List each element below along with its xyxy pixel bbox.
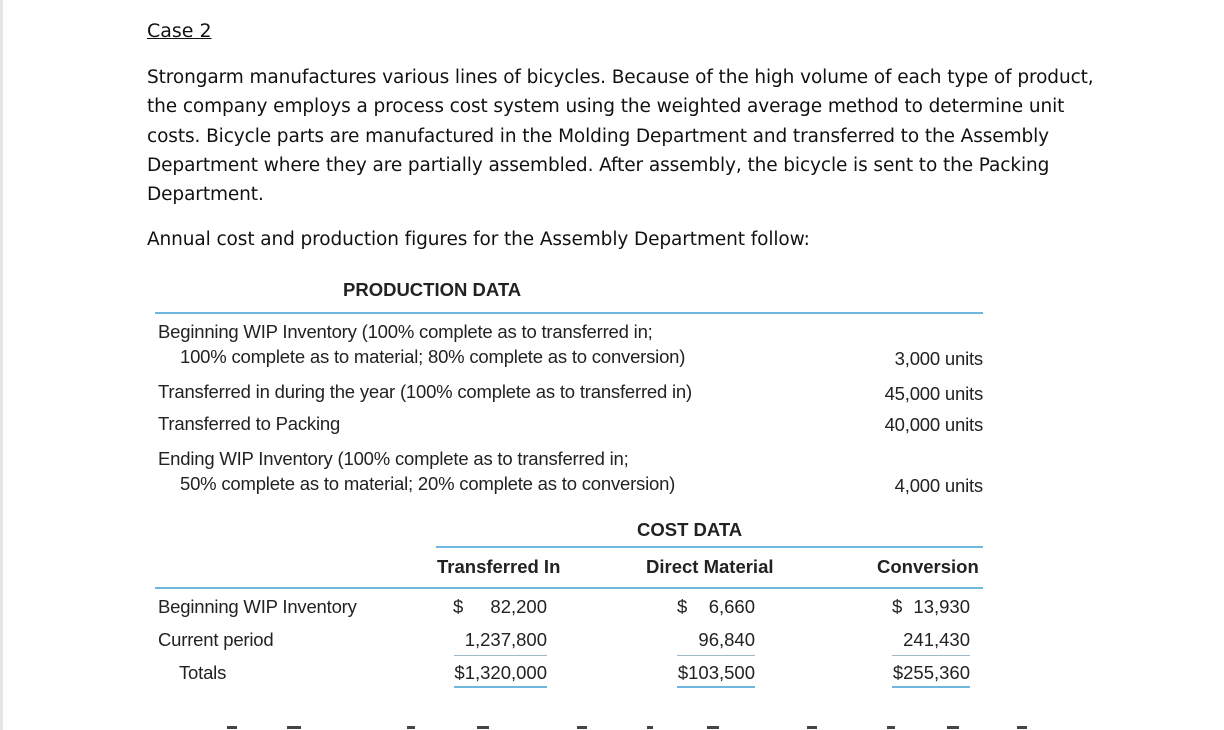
- dm-total-rule: [677, 686, 755, 688]
- page-edge: [0, 0, 3, 730]
- cost-header-rule: [155, 587, 983, 589]
- cv-total-rule: [892, 686, 970, 688]
- cost-total-cv: $255,360: [892, 662, 970, 683]
- ti-total-rule: [454, 686, 547, 688]
- cost-data-title: COST DATA: [637, 519, 743, 540]
- dm-subtotal-rule: [677, 655, 755, 656]
- col-transferred-in: Transferred In: [437, 556, 561, 577]
- prod-row-3-value: 40,000 units: [884, 414, 983, 435]
- prod-row-4-line2: 50% complete as to material; 20% complete as to conversion): [180, 473, 676, 494]
- cut-off-text-line: [147, 726, 1047, 729]
- prod-row-1-line1: Beginning WIP Inventory (100% complete as to transferred in;: [158, 321, 653, 342]
- cost-beginning-dm-dollar: $: [677, 596, 688, 617]
- col-direct-material: Direct Material: [646, 556, 774, 577]
- cost-row-beginning-label: Beginning WIP Inventory: [158, 596, 357, 617]
- cost-total-dm: $103,500: [677, 662, 755, 683]
- cost-beginning-cv-dollar: $: [892, 596, 903, 617]
- cost-beginning-ti: 82,200: [490, 596, 547, 617]
- prod-row-4-value: 4,000 units: [894, 475, 983, 496]
- production-data-title: PRODUCTION DATA: [343, 279, 522, 300]
- intro-paragraph: Strongarm manufactures various lines of bicycles. Because of the high volume of each type of product, the company employs a process cost system using the weighted average method to determine unit costs. Bicycle parts are manufactured in the Molding Department and transferred to the Assembly Department where they are partially assembled. After assembly, the bicycle is sent to the Packing Department.: [147, 67, 1094, 206]
- cost-beginning-ti-dollar: $: [453, 596, 464, 617]
- prod-row-2-value: 45,000 units: [884, 383, 983, 404]
- cost-current-ti: 1,237,800: [464, 629, 547, 650]
- cost-beginning-cv: 13,930: [913, 596, 970, 617]
- lead-in-paragraph: Annual cost and production figures for the Assembly Department follow:: [147, 229, 810, 250]
- prod-row-1-line2: 100% complete as to material; 80% complete as to conversion): [180, 346, 686, 367]
- cost-total-ti: $1,320,000: [454, 662, 547, 683]
- prod-row-4-line1: Ending WIP Inventory (100% complete as to transferred in;: [158, 448, 629, 469]
- prod-row-1-value: 3,000 units: [894, 348, 983, 369]
- cost-title-rule: [436, 546, 983, 548]
- cost-current-dm: 96,840: [698, 629, 755, 650]
- case-title: Case 2: [147, 20, 212, 42]
- production-rule: [155, 312, 983, 314]
- cost-current-cv: 241,430: [903, 629, 970, 650]
- cost-row-totals-label: Totals: [179, 662, 227, 683]
- cv-subtotal-rule: [892, 655, 970, 656]
- cost-row-current-label: Current period: [158, 629, 274, 650]
- prod-row-3-label: Transferred to Packing: [158, 413, 341, 434]
- cost-beginning-dm: 6,660: [708, 596, 755, 617]
- prod-row-2-label: Transferred in during the year (100% complete as to transferred in): [158, 381, 692, 402]
- col-conversion: Conversion: [877, 556, 979, 577]
- ti-subtotal-rule: [454, 655, 547, 656]
